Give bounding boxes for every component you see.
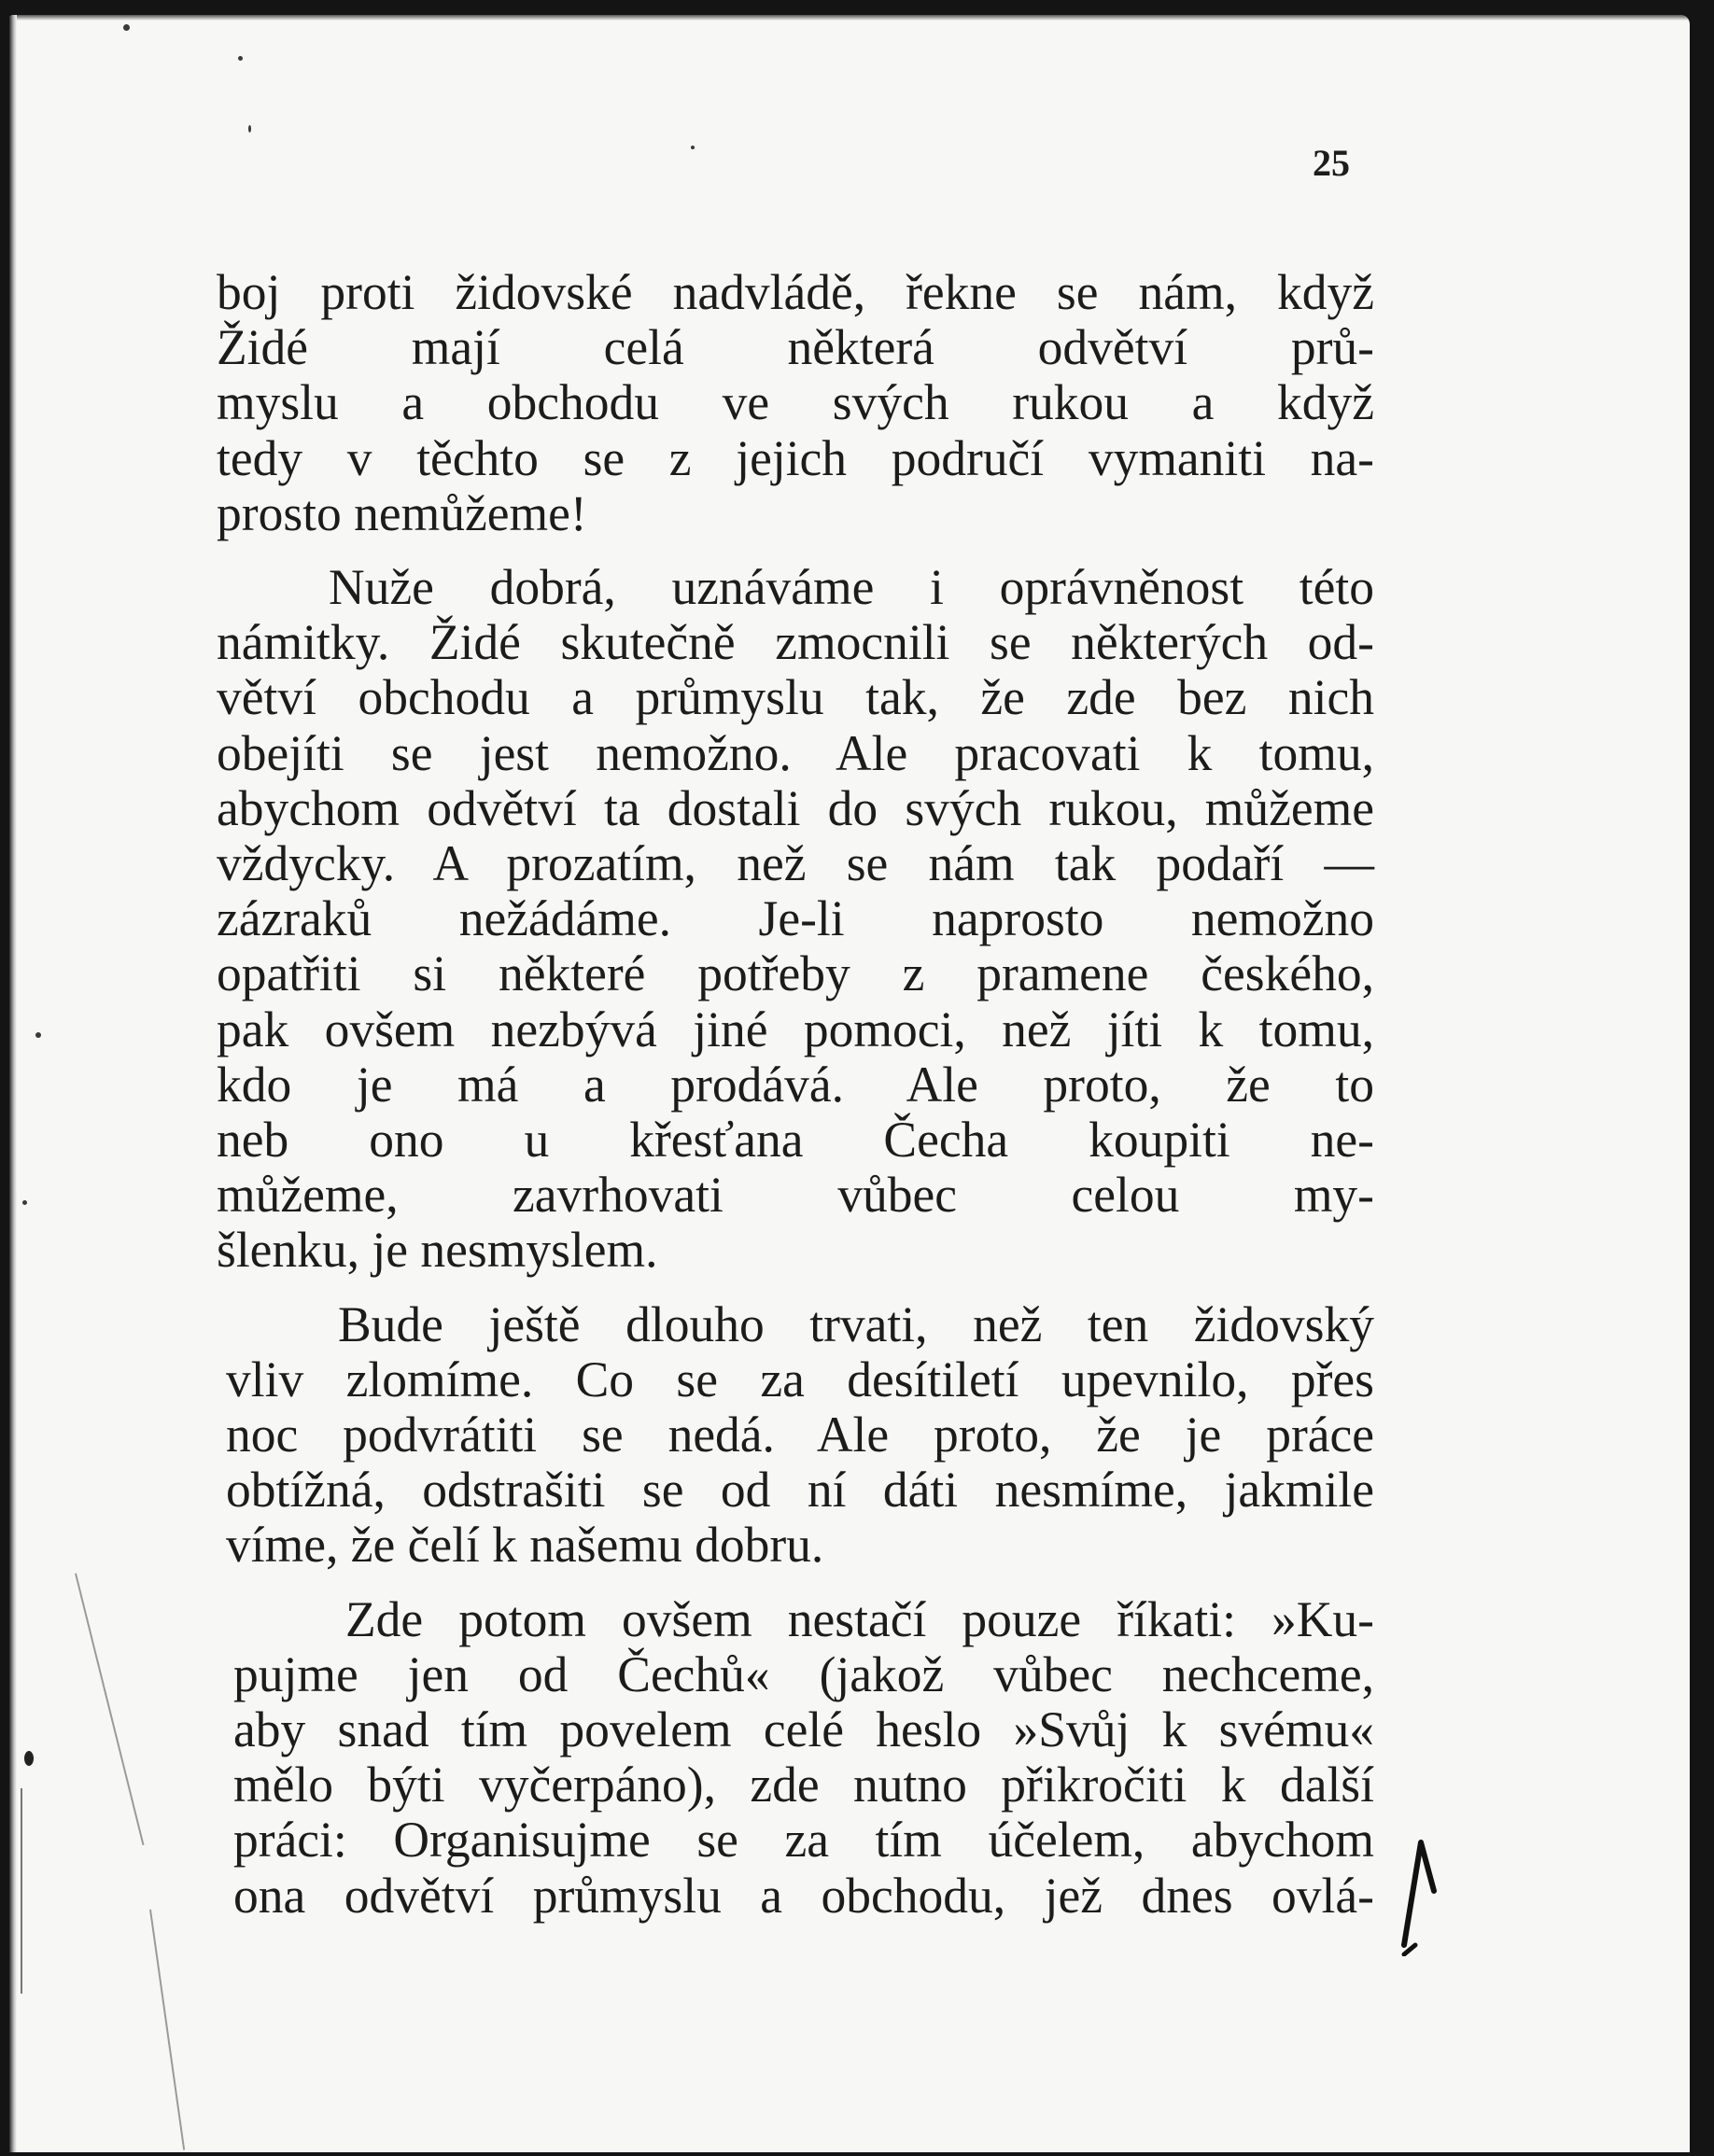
text-line: Bude ještě dlouho trvati, než ten židovský bbox=[338, 1295, 1374, 1352]
text-line: pujme jen od Čechů« (jakož vůbec nechceme, bbox=[233, 1645, 1374, 1702]
print-speck bbox=[123, 24, 130, 31]
print-speck bbox=[24, 1751, 34, 1766]
paragraph-2 bbox=[217, 560, 1374, 1279]
print-speck bbox=[691, 146, 695, 149]
text-line: větví obchodu a průmyslu tak, že zde bez nich bbox=[217, 669, 1374, 726]
page-top-edge bbox=[9, 15, 1690, 21]
text-line: myslu a obchodu ve svých rukou a když bbox=[217, 374, 1374, 431]
text-line: tedy v těchto se z jejich područí vymaniti na- bbox=[217, 429, 1374, 486]
caret-insertion-mark bbox=[1400, 1835, 1438, 1956]
text-line: mělo býti vyčerpáno), zde nutno přikročiti k další bbox=[233, 1757, 1374, 1813]
text-line: Židé mají celá některá odvětví prů- bbox=[217, 319, 1374, 376]
text-line: práci: Organisujme se za tím účelem, abychom bbox=[233, 1812, 1374, 1869]
text-line: šlenku, je nesmyslem. bbox=[217, 1222, 658, 1279]
print-speck bbox=[35, 1032, 41, 1038]
paragraph-1 bbox=[217, 265, 1374, 541]
text-line: vliv zlomíme. Co se za desítiletí upevnilo, přes bbox=[226, 1351, 1374, 1407]
text-line: pak ovšem nezbývá jiné pomoci, než jíti k tomu, bbox=[217, 1001, 1374, 1057]
print-speck bbox=[238, 56, 243, 61]
print-speck bbox=[22, 1200, 27, 1205]
text-line: víme, že čelí k našemu dobru. bbox=[226, 1517, 824, 1574]
page-number: 25 bbox=[1313, 142, 1350, 184]
text-line: opatřiti si některé potřeby z pramene českého, bbox=[217, 945, 1374, 1002]
text-line: kdo je má a prodává. Ale proto, že to bbox=[217, 1056, 1374, 1113]
text-line: zázraků nežádáme. Je-li naprosto nemožno bbox=[217, 890, 1374, 947]
text-line: noc podvrátiti se nedá. Ale proto, že je práce bbox=[226, 1407, 1374, 1463]
paper-scratch bbox=[149, 1910, 185, 2150]
text-line: aby snad tím povelem celé heslo »Svůj k svému« bbox=[233, 1701, 1374, 1758]
text-line: Nuže dobrá, uznáváme i oprávněnost této bbox=[329, 559, 1374, 616]
print-speck bbox=[248, 125, 251, 133]
text-line: obtížná, odstrašiti se od ní dáti nesmíme, jakmile bbox=[226, 1462, 1374, 1519]
text-line: prosto nemůžeme! bbox=[217, 484, 587, 541]
text-line: neb ono u křesťana Čecha koupiti ne- bbox=[217, 1112, 1374, 1169]
paper-scratch bbox=[21, 1788, 22, 1994]
text-line: můžeme, zavrhovati vůbec celou my- bbox=[217, 1167, 1374, 1224]
text-line: ona odvětví průmyslu a obchodu, jež dnes ovlá- bbox=[233, 1867, 1374, 1924]
body-text bbox=[217, 265, 1374, 1942]
paragraph-4 bbox=[233, 1592, 1374, 1924]
page-left-edge bbox=[9, 15, 17, 2152]
book-page bbox=[9, 15, 1690, 2152]
paper-scratch bbox=[75, 1574, 145, 1846]
text-line: obejíti se jest nemožno. Ale pracovati k tomu, bbox=[217, 724, 1374, 781]
text-line: abychom odvětví ta dostali do svých rukou, můžeme bbox=[217, 779, 1374, 836]
text-line: boj proti židovské nadvládě, řekne se nám, když bbox=[217, 264, 1374, 320]
text-line: Zde potom ovšem nestačí pouze říkati: »Ku- bbox=[345, 1590, 1374, 1647]
paragraph-3 bbox=[226, 1297, 1374, 1574]
text-line: vždycky. A prozatím, než se nám tak podaří — bbox=[217, 835, 1374, 892]
text-line: námitky. Židé skutečně zmocnili se některých od- bbox=[217, 614, 1374, 671]
